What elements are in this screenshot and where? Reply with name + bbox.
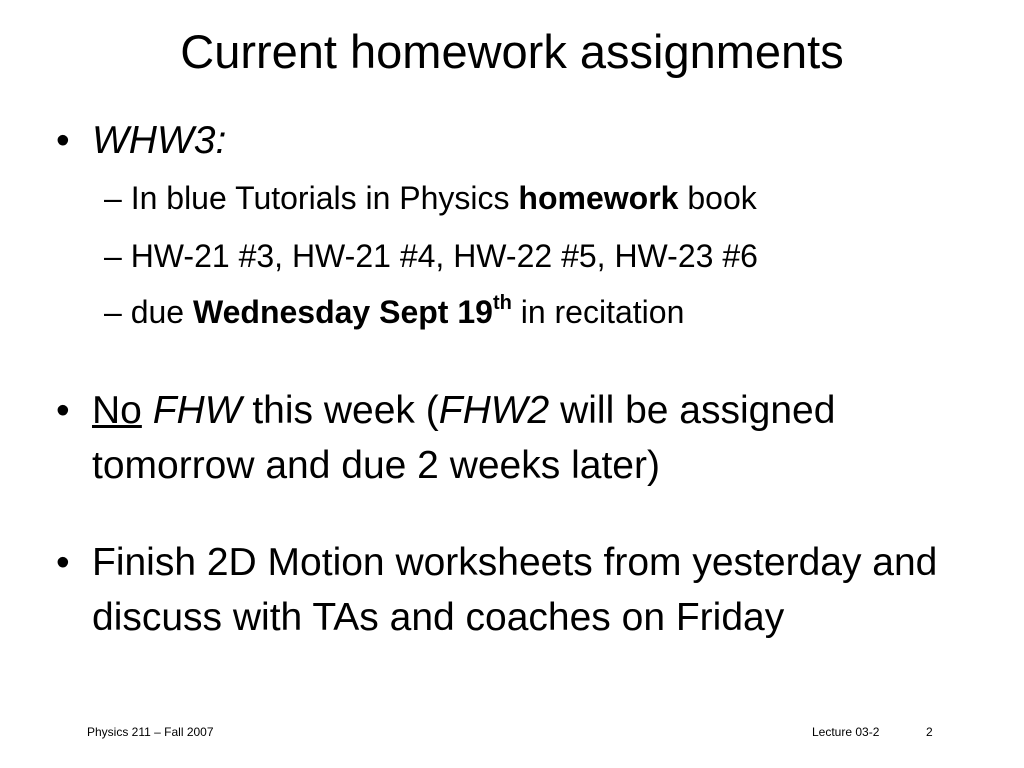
bullet-marker: • xyxy=(56,119,70,162)
sub-dash: – xyxy=(104,238,122,274)
ordinal-suffix: th xyxy=(492,292,512,314)
subitem-book xyxy=(104,178,984,218)
bullet-marker: • xyxy=(56,541,70,584)
slide-title: Current homework assignments xyxy=(180,25,844,78)
sub-text-pre: In blue Tutorials in Physics xyxy=(130,180,519,216)
due-date: Wednesday Sept 19 xyxy=(192,294,493,330)
sub-dash: – xyxy=(104,180,122,216)
bullet-marker: • xyxy=(56,389,70,432)
bullet-no-fhw xyxy=(56,383,986,493)
sub-text-post: in recitation xyxy=(511,294,685,330)
subitem-due xyxy=(104,292,984,332)
bullet-text xyxy=(92,113,986,168)
sub-text-bold xyxy=(193,294,512,330)
subitem-problems xyxy=(104,236,984,276)
bullet-text: Finish 2D Motion worksheets from yesterday and discuss with TAs and coaches on Friday xyxy=(92,541,938,639)
bullet-text xyxy=(92,383,986,493)
bullet-whw3 xyxy=(56,113,986,168)
bullet-worksheets xyxy=(56,535,986,645)
sub-text-pre: due xyxy=(130,294,193,330)
footer-page-number: 2 xyxy=(926,725,933,739)
no-word: No xyxy=(92,389,142,432)
space xyxy=(142,389,153,432)
fhw2-word: FHW2 xyxy=(438,389,550,432)
sub-dash: – xyxy=(104,294,122,330)
sub-text: HW-21 #3, HW-21 #4, HW-22 #5, HW-23 #6 xyxy=(130,238,758,274)
footer-course: Physics 211 – Fall 2007 xyxy=(87,725,214,739)
fhw-word: FHW xyxy=(152,389,242,432)
sub-text-bold: homework xyxy=(518,180,679,216)
whw3-label: WHW3: xyxy=(92,119,227,162)
text-mid: this week ( xyxy=(241,389,439,432)
footer-lecture: Lecture 03-2 xyxy=(812,725,880,739)
sub-text-post: book xyxy=(678,180,757,216)
text-post: will be assigned tomorrow and due 2 weeks later) xyxy=(92,389,836,487)
